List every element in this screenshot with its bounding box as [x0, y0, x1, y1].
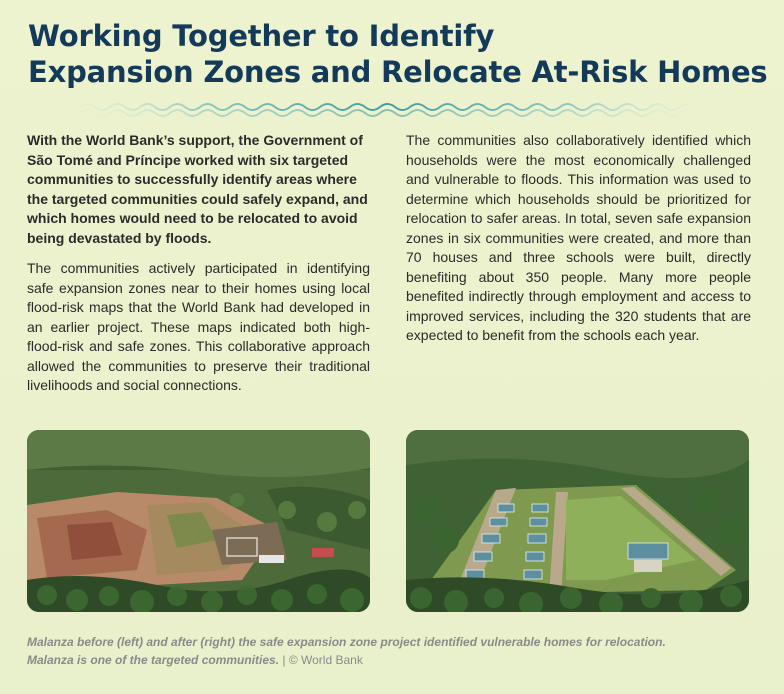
page-title — [28, 18, 768, 90]
before-aerial-image — [27, 430, 370, 612]
title-line-1: Working Together to Identify — [28, 19, 495, 53]
left-text-column — [27, 131, 370, 407]
photo-after — [406, 430, 749, 612]
right-text-column — [406, 131, 751, 357]
caption-line-2: Malanza is one of the targeted communities. — [27, 653, 280, 667]
photo-credit: © World Bank — [288, 653, 363, 667]
community-participation-paragraph: The communities actively participated in identifying safe expansion zones near to their homes using local flood-risk maps that the World Bank had developed in an earlier project. These maps indicated both high-flood-risk and safe zones. This collaborative approach allowed the communities to preserve their traditional livelihoods and social connections. — [27, 260, 370, 393]
relocation-results-paragraph: The communities also collaboratively identified which households were the most economically challenged and vulnerable to floods. This information was used to determine which households should be prioritized for relocation to safer areas. In total, seven safe expansion zones in six communities were created, and more than 70 houses and three schools were built, directly benefiting about 350 people. Many more people benefited indirectly through employment and access to improved services, including the 320 students that are expected to benefit from the schools each year. — [406, 132, 751, 343]
caption-separator: | — [279, 653, 289, 667]
lead-paragraph: With the World Bank’s support, the Government of São Tomé and Príncipe worked with six targeted communities to successfully identify areas where the targeted communities could safely expand, and which homes would need to be relocated to avoid being devastated by floods. — [27, 132, 368, 246]
decorative-wave-divider — [80, 99, 690, 121]
after-aerial-image — [406, 430, 749, 612]
photo-before — [27, 430, 370, 612]
caption-line-1: Malanza before (left) and after (right) the safe expansion zone project identified vulnerable homes for relocation. — [27, 635, 666, 649]
photo-caption — [27, 633, 747, 669]
title-line-2: Expansion Zones and Relocate At-Risk Homes — [28, 55, 768, 89]
